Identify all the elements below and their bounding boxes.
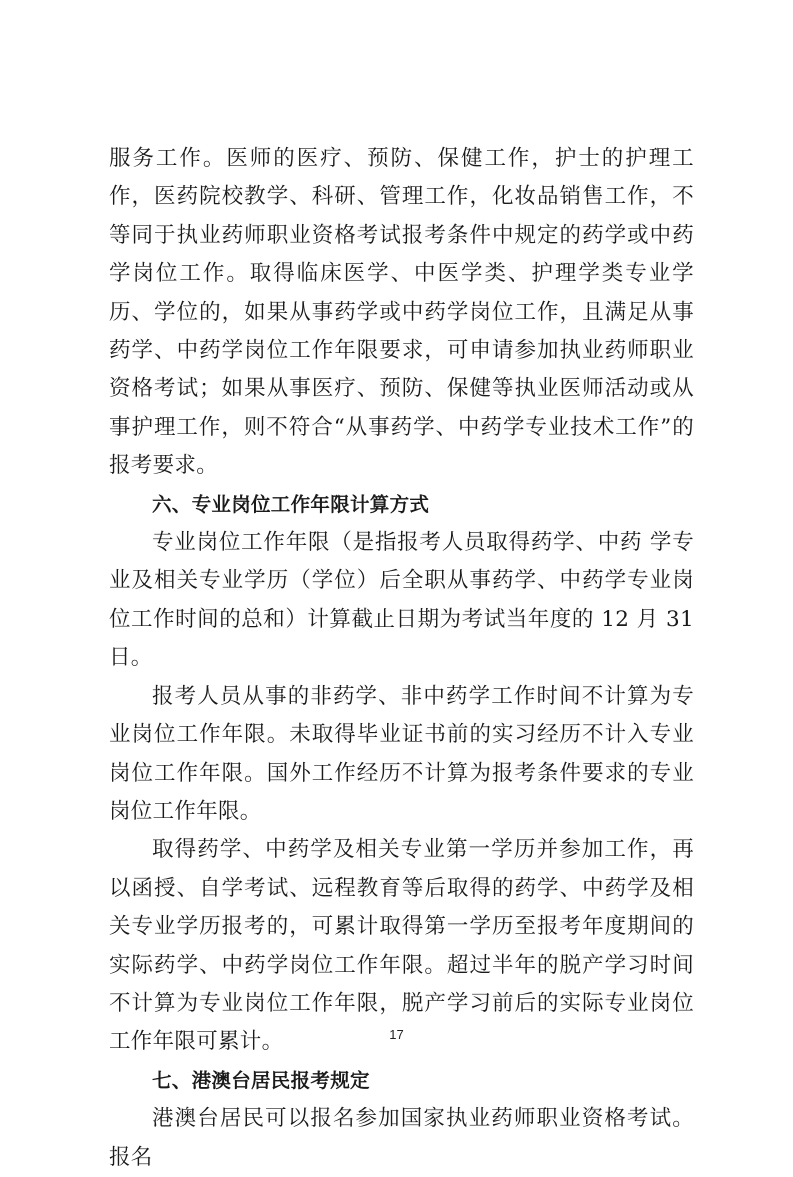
- body-paragraph: 港澳台居民可以报名参加国家执业药师职业资格考试。报名: [109, 1106, 694, 1170]
- body-paragraph: 取得药学、中药学及相关专业第一学历并参加工作，再以函授、自学考试、远程教育等后取得的药学、中药学及相关专业学历报考的，可累计取得第一学历至报考年度期间的实际药学、中药学岗位工作年限。超过半年的脱产学习时间不计算为专业岗位工作年限，脱产学习前后的实际专业岗位工作年限可累计。: [109, 837, 694, 1055]
- body-paragraph: 服务工作。医师的医疗、预防、保健工作，护士的护理工作，医药院校教学、科研、管理工作，化妆品销售工作，不等同于执业药师职业资格考试报考条件中规定的药学或中药学岗位工作。取得临床医学、中医学类、护理学类专业学历、学位的，如果从事药学或中药学岗位工作，且满足从事药学、中药学岗位工作年限要求，可申请参加执业药师职业资格考试；如果从事医疗、预防、保健等执业医师活动或从事护理工作，则不符合“从事药学、中药学专业技术工作”的报考要求。: [109, 146, 694, 479]
- body-paragraph: 专业岗位工作年限（是指报考人员取得药学、中药 学专业及相关专业学历（学位）后全职从事药学、中药学专业岗位工作时间的总和）计算截止日期为考试当年度的 12 月 31 日。: [109, 530, 694, 671]
- section-heading-seven: 七、港澳台居民报考规定: [152, 1068, 370, 1092]
- page-number: 17: [389, 1027, 404, 1042]
- section-heading-six: 六、专业岗位工作年限计算方式: [152, 492, 430, 516]
- body-paragraph: 报考人员从事的非药学、非中药学工作时间不计算为专业岗位工作年限。未取得毕业证书前的实习经历不计入专业岗位工作年限。国外工作经历不计算为报考条件要求的专业岗位工作年限。: [109, 683, 694, 824]
- document-body: [109, 140, 694, 1177]
